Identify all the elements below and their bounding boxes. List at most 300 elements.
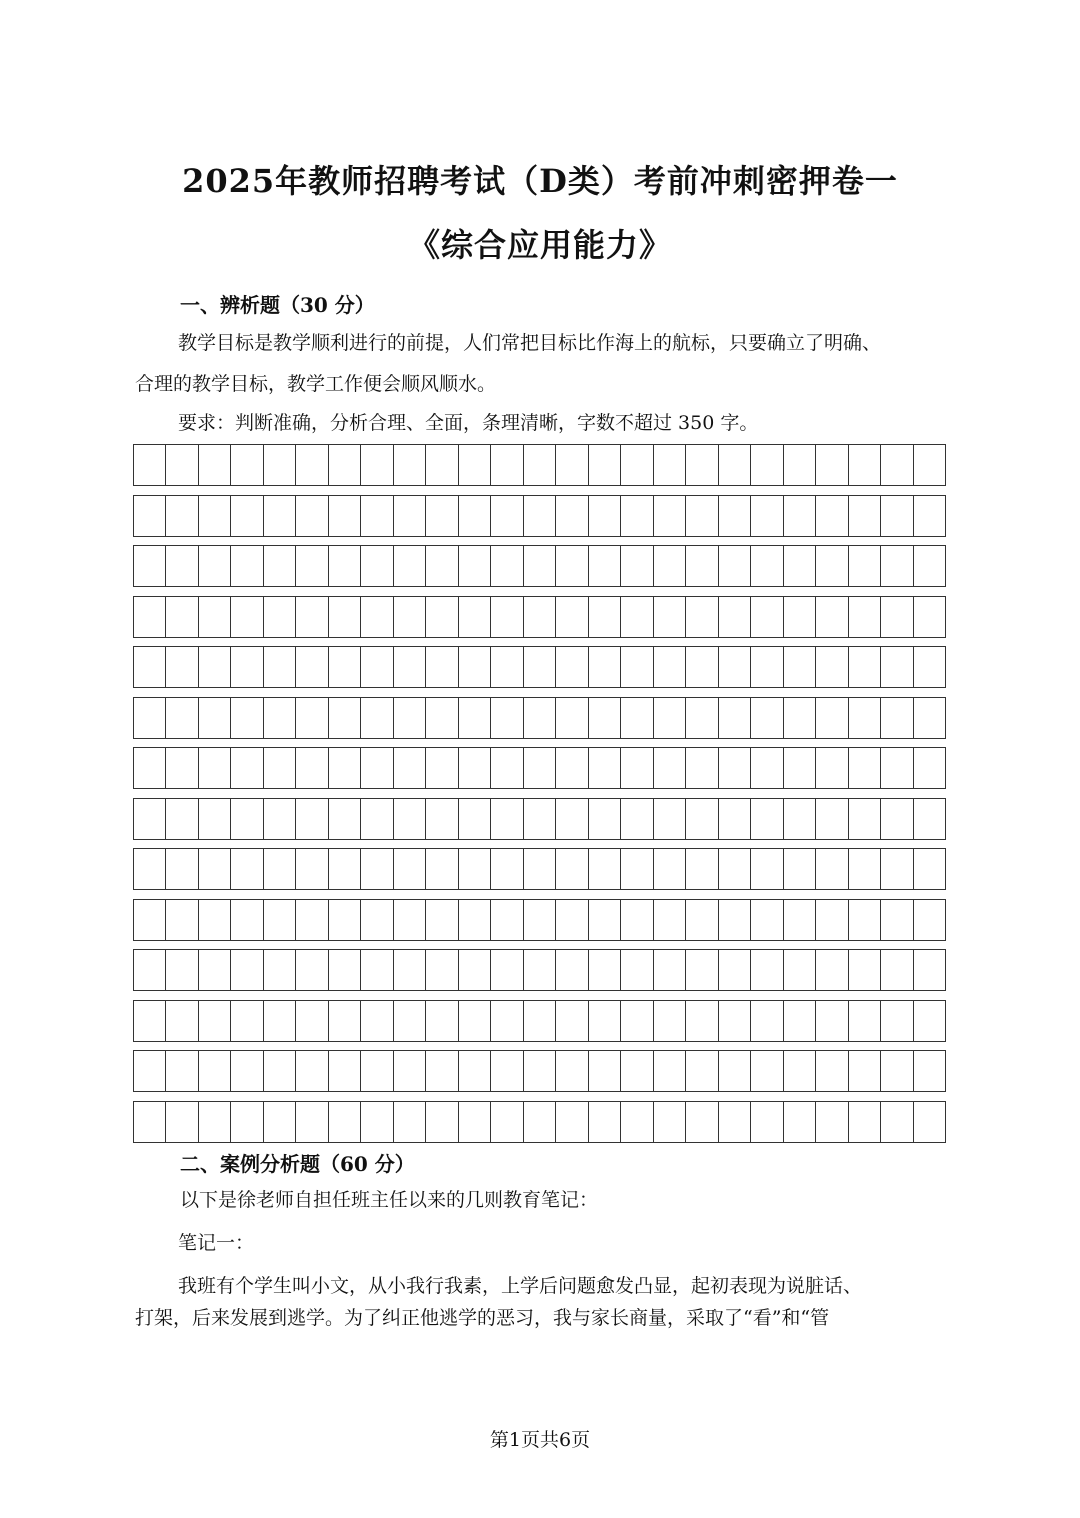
grid-cell[interactable] [914,1102,945,1142]
grid-cell[interactable] [166,496,198,536]
grid-cell[interactable] [134,849,166,889]
grid-cell[interactable] [719,1001,751,1041]
grid-cell[interactable] [231,748,263,788]
grid-cell[interactable] [686,597,718,637]
grid-cell[interactable] [394,849,426,889]
grid-cell[interactable] [654,799,686,839]
grid-cell[interactable] [394,1102,426,1142]
grid-cell[interactable] [654,496,686,536]
grid-cell[interactable] [589,597,621,637]
grid-cell[interactable] [134,698,166,738]
grid-cell[interactable] [426,597,458,637]
grid-cell[interactable] [914,1051,945,1091]
grid-cell[interactable] [881,748,913,788]
grid-cell[interactable] [719,546,751,586]
grid-cell[interactable] [296,849,328,889]
grid-cell[interactable] [621,445,653,485]
grid-cell[interactable] [264,849,296,889]
grid-cell[interactable] [816,647,848,687]
grid-cell[interactable] [556,950,588,990]
grid-cell[interactable] [199,849,231,889]
grid-cell[interactable] [296,1051,328,1091]
grid-cell[interactable] [556,799,588,839]
grid-cell[interactable] [784,849,816,889]
answer-writing-grid[interactable] [133,444,946,1143]
grid-cell[interactable] [849,748,881,788]
grid-cell[interactable] [881,849,913,889]
grid-cell[interactable] [329,597,361,637]
grid-cell[interactable] [589,849,621,889]
grid-cell[interactable] [361,950,393,990]
grid-cell[interactable] [361,647,393,687]
grid-cell[interactable] [459,950,491,990]
grid-cell[interactable] [524,698,556,738]
grid-cell[interactable] [621,1102,653,1142]
grid-cell[interactable] [751,799,783,839]
grid-cell[interactable] [491,496,523,536]
grid-cell[interactable] [784,496,816,536]
grid-cell[interactable] [264,647,296,687]
grid-cell[interactable] [719,698,751,738]
grid-cell[interactable] [751,546,783,586]
grid-cell[interactable] [361,698,393,738]
grid-cell[interactable] [784,546,816,586]
grid-cell[interactable] [816,900,848,940]
grid-cell[interactable] [166,1051,198,1091]
grid-cell[interactable] [556,445,588,485]
grid-cell[interactable] [459,849,491,889]
grid-cell[interactable] [199,597,231,637]
grid-cell[interactable] [296,1102,328,1142]
grid-cell[interactable] [394,900,426,940]
grid-cell[interactable] [459,1001,491,1041]
grid-cell[interactable] [459,698,491,738]
grid-cell[interactable] [361,799,393,839]
grid-cell[interactable] [491,445,523,485]
grid-cell[interactable] [134,647,166,687]
grid-cell[interactable] [914,799,945,839]
grid-cell[interactable] [524,849,556,889]
grid-cell[interactable] [231,597,263,637]
grid-cell[interactable] [329,799,361,839]
grid-cell[interactable] [751,748,783,788]
grid-cell[interactable] [751,950,783,990]
grid-cell[interactable] [296,647,328,687]
grid-cell[interactable] [654,1001,686,1041]
grid-cell[interactable] [361,1051,393,1091]
grid-cell[interactable] [654,950,686,990]
grid-cell[interactable] [491,546,523,586]
grid-cell[interactable] [134,900,166,940]
grid-cell[interactable] [881,1001,913,1041]
grid-cell[interactable] [426,1001,458,1041]
grid-cell[interactable] [134,799,166,839]
grid-cell[interactable] [524,1001,556,1041]
grid-cell[interactable] [816,1051,848,1091]
grid-cell[interactable] [166,647,198,687]
grid-cell[interactable] [654,647,686,687]
grid-cell[interactable] [686,647,718,687]
grid-cell[interactable] [686,445,718,485]
grid-cell[interactable] [491,1102,523,1142]
grid-cell[interactable] [719,496,751,536]
grid-cell[interactable] [491,647,523,687]
grid-cell[interactable] [426,647,458,687]
grid-cell[interactable] [654,597,686,637]
grid-cell[interactable] [394,748,426,788]
grid-cell[interactable] [881,1102,913,1142]
grid-cell[interactable] [621,849,653,889]
grid-cell[interactable] [589,748,621,788]
grid-cell[interactable] [264,900,296,940]
grid-cell[interactable] [361,546,393,586]
grid-cell[interactable] [881,445,913,485]
grid-cell[interactable] [524,597,556,637]
grid-cell[interactable] [361,445,393,485]
grid-cell[interactable] [719,849,751,889]
grid-cell[interactable] [881,900,913,940]
grid-cell[interactable] [751,496,783,536]
grid-cell[interactable] [816,546,848,586]
grid-cell[interactable] [556,900,588,940]
grid-cell[interactable] [719,748,751,788]
grid-cell[interactable] [329,748,361,788]
grid-cell[interactable] [654,1051,686,1091]
grid-cell[interactable] [296,445,328,485]
grid-cell[interactable] [524,748,556,788]
grid-cell[interactable] [719,445,751,485]
grid-cell[interactable] [784,900,816,940]
grid-cell[interactable] [361,748,393,788]
grid-cell[interactable] [816,1102,848,1142]
grid-cell[interactable] [264,698,296,738]
grid-cell[interactable] [231,1051,263,1091]
grid-cell[interactable] [816,496,848,536]
grid-cell[interactable] [556,849,588,889]
grid-cell[interactable] [134,496,166,536]
grid-cell[interactable] [621,748,653,788]
grid-cell[interactable] [199,1001,231,1041]
grid-cell[interactable] [881,546,913,586]
grid-cell[interactable] [199,1102,231,1142]
grid-cell[interactable] [849,445,881,485]
grid-cell[interactable] [621,546,653,586]
grid-cell[interactable] [231,1001,263,1041]
grid-cell[interactable] [914,748,945,788]
grid-cell[interactable] [394,950,426,990]
grid-cell[interactable] [621,799,653,839]
grid-cell[interactable] [426,445,458,485]
grid-cell[interactable] [784,1001,816,1041]
grid-cell[interactable] [914,445,945,485]
grid-cell[interactable] [686,748,718,788]
grid-cell[interactable] [199,496,231,536]
grid-cell[interactable] [134,1001,166,1041]
grid-cell[interactable] [231,546,263,586]
grid-cell[interactable] [459,445,491,485]
grid-cell[interactable] [264,1102,296,1142]
grid-cell[interactable] [329,698,361,738]
grid-cell[interactable] [329,849,361,889]
grid-cell[interactable] [394,698,426,738]
grid-cell[interactable] [231,647,263,687]
grid-cell[interactable] [166,1102,198,1142]
grid-cell[interactable] [296,950,328,990]
grid-cell[interactable] [459,900,491,940]
grid-cell[interactable] [914,597,945,637]
grid-cell[interactable] [686,849,718,889]
grid-cell[interactable] [621,597,653,637]
grid-cell[interactable] [426,799,458,839]
grid-cell[interactable] [264,597,296,637]
grid-cell[interactable] [556,748,588,788]
grid-cell[interactable] [264,496,296,536]
grid-cell[interactable] [329,1102,361,1142]
grid-cell[interactable] [329,900,361,940]
grid-cell[interactable] [134,597,166,637]
grid-cell[interactable] [426,748,458,788]
grid-cell[interactable] [784,597,816,637]
grid-cell[interactable] [556,546,588,586]
grid-cell[interactable] [914,849,945,889]
grid-cell[interactable] [329,647,361,687]
grid-cell[interactable] [134,1051,166,1091]
grid-cell[interactable] [459,546,491,586]
grid-cell[interactable] [686,1001,718,1041]
grid-cell[interactable] [459,597,491,637]
grid-cell[interactable] [231,849,263,889]
grid-cell[interactable] [361,1001,393,1041]
grid-cell[interactable] [719,799,751,839]
grid-cell[interactable] [166,597,198,637]
grid-cell[interactable] [784,799,816,839]
grid-cell[interactable] [654,849,686,889]
grid-cell[interactable] [849,1102,881,1142]
grid-cell[interactable] [881,799,913,839]
grid-cell[interactable] [751,597,783,637]
grid-cell[interactable] [524,1051,556,1091]
grid-cell[interactable] [751,445,783,485]
grid-cell[interactable] [524,1102,556,1142]
grid-cell[interactable] [686,1102,718,1142]
grid-cell[interactable] [296,799,328,839]
grid-cell[interactable] [589,698,621,738]
grid-cell[interactable] [589,900,621,940]
grid-cell[interactable] [589,1001,621,1041]
grid-cell[interactable] [589,496,621,536]
grid-cell[interactable] [394,445,426,485]
grid-cell[interactable] [686,950,718,990]
grid-cell[interactable] [849,849,881,889]
grid-cell[interactable] [459,496,491,536]
grid-cell[interactable] [816,698,848,738]
grid-cell[interactable] [621,1051,653,1091]
grid-cell[interactable] [816,849,848,889]
grid-cell[interactable] [394,1051,426,1091]
grid-cell[interactable] [264,799,296,839]
grid-cell[interactable] [881,597,913,637]
grid-cell[interactable] [361,597,393,637]
grid-cell[interactable] [686,1051,718,1091]
grid-cell[interactable] [914,546,945,586]
grid-cell[interactable] [849,647,881,687]
grid-cell[interactable] [264,1001,296,1041]
grid-cell[interactable] [589,445,621,485]
grid-cell[interactable] [296,1001,328,1041]
grid-cell[interactable] [914,1001,945,1041]
grid-cell[interactable] [849,698,881,738]
grid-cell[interactable] [816,799,848,839]
grid-cell[interactable] [264,546,296,586]
grid-cell[interactable] [329,445,361,485]
grid-cell[interactable] [914,496,945,536]
grid-cell[interactable] [686,799,718,839]
grid-cell[interactable] [849,799,881,839]
grid-cell[interactable] [589,647,621,687]
grid-cell[interactable] [166,1001,198,1041]
grid-cell[interactable] [199,900,231,940]
grid-cell[interactable] [426,1051,458,1091]
grid-cell[interactable] [686,900,718,940]
grid-cell[interactable] [361,1102,393,1142]
grid-cell[interactable] [751,1051,783,1091]
grid-cell[interactable] [459,748,491,788]
grid-cell[interactable] [199,546,231,586]
grid-cell[interactable] [849,900,881,940]
grid-cell[interactable] [784,647,816,687]
grid-cell[interactable] [621,647,653,687]
grid-cell[interactable] [751,698,783,738]
grid-cell[interactable] [719,1102,751,1142]
grid-cell[interactable] [329,1001,361,1041]
grid-cell[interactable] [621,496,653,536]
grid-cell[interactable] [426,698,458,738]
grid-cell[interactable] [426,900,458,940]
grid-cell[interactable] [361,900,393,940]
grid-cell[interactable] [166,445,198,485]
grid-cell[interactable] [524,900,556,940]
grid-cell[interactable] [556,1051,588,1091]
grid-cell[interactable] [556,647,588,687]
grid-cell[interactable] [719,900,751,940]
grid-cell[interactable] [914,900,945,940]
grid-cell[interactable] [166,849,198,889]
grid-cell[interactable] [816,748,848,788]
grid-cell[interactable] [231,799,263,839]
grid-cell[interactable] [751,647,783,687]
grid-cell[interactable] [914,698,945,738]
grid-cell[interactable] [231,445,263,485]
grid-cell[interactable] [491,1001,523,1041]
grid-cell[interactable] [881,1051,913,1091]
grid-cell[interactable] [264,1051,296,1091]
grid-cell[interactable] [589,1051,621,1091]
grid-cell[interactable] [231,496,263,536]
grid-cell[interactable] [329,950,361,990]
grid-cell[interactable] [491,1051,523,1091]
grid-cell[interactable] [199,748,231,788]
grid-cell[interactable] [296,597,328,637]
grid-cell[interactable] [849,597,881,637]
grid-cell[interactable] [881,698,913,738]
grid-cell[interactable] [849,950,881,990]
grid-cell[interactable] [296,496,328,536]
grid-cell[interactable] [686,496,718,536]
grid-cell[interactable] [166,546,198,586]
grid-cell[interactable] [784,748,816,788]
grid-cell[interactable] [361,849,393,889]
grid-cell[interactable] [881,950,913,990]
grid-cell[interactable] [524,799,556,839]
grid-cell[interactable] [426,1102,458,1142]
grid-cell[interactable] [394,1001,426,1041]
grid-cell[interactable] [199,950,231,990]
grid-cell[interactable] [881,647,913,687]
grid-cell[interactable] [134,950,166,990]
grid-cell[interactable] [426,849,458,889]
grid-cell[interactable] [719,1051,751,1091]
grid-cell[interactable] [264,445,296,485]
grid-cell[interactable] [329,496,361,536]
grid-cell[interactable] [849,1001,881,1041]
grid-cell[interactable] [589,799,621,839]
grid-cell[interactable] [719,950,751,990]
grid-cell[interactable] [394,647,426,687]
grid-cell[interactable] [784,698,816,738]
grid-cell[interactable] [166,698,198,738]
grid-cell[interactable] [881,496,913,536]
grid-cell[interactable] [524,496,556,536]
grid-cell[interactable] [329,546,361,586]
grid-cell[interactable] [621,698,653,738]
grid-cell[interactable] [751,849,783,889]
grid-cell[interactable] [654,546,686,586]
grid-cell[interactable] [556,1102,588,1142]
grid-cell[interactable] [361,496,393,536]
grid-cell[interactable] [459,647,491,687]
grid-cell[interactable] [231,1102,263,1142]
grid-cell[interactable] [914,647,945,687]
grid-cell[interactable] [134,748,166,788]
grid-cell[interactable] [296,748,328,788]
grid-cell[interactable] [491,950,523,990]
grid-cell[interactable] [166,900,198,940]
grid-cell[interactable] [654,900,686,940]
grid-cell[interactable] [849,546,881,586]
grid-cell[interactable] [556,1001,588,1041]
grid-cell[interactable] [654,1102,686,1142]
grid-cell[interactable] [166,950,198,990]
grid-cell[interactable] [816,445,848,485]
grid-cell[interactable] [849,496,881,536]
grid-cell[interactable] [719,597,751,637]
grid-cell[interactable] [166,748,198,788]
grid-cell[interactable] [751,900,783,940]
grid-cell[interactable] [751,1001,783,1041]
grid-cell[interactable] [426,950,458,990]
grid-cell[interactable] [686,546,718,586]
grid-cell[interactable] [751,1102,783,1142]
grid-cell[interactable] [199,698,231,738]
grid-cell[interactable] [784,1051,816,1091]
grid-cell[interactable] [621,1001,653,1041]
grid-cell[interactable] [199,445,231,485]
grid-cell[interactable] [426,496,458,536]
grid-cell[interactable] [199,1051,231,1091]
grid-cell[interactable] [231,698,263,738]
grid-cell[interactable] [296,900,328,940]
grid-cell[interactable] [524,647,556,687]
